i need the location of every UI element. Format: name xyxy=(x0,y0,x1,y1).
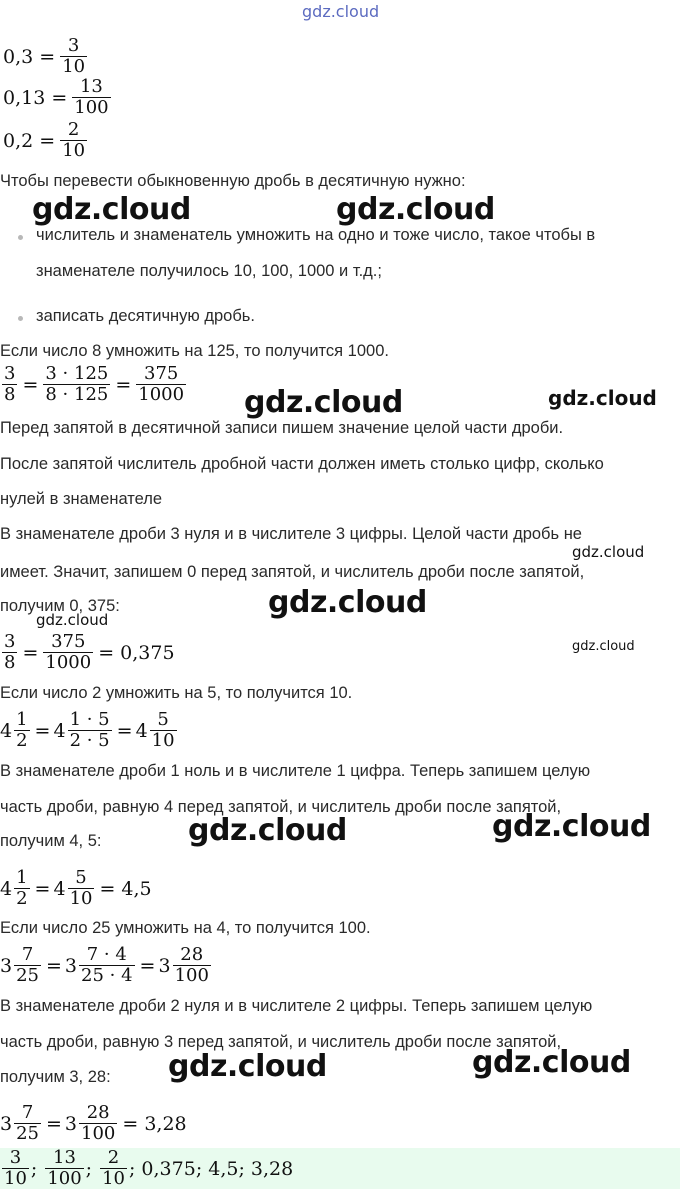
equation-0-13 xyxy=(0,77,113,118)
equation-lhs: 0,13 = xyxy=(3,86,68,109)
numerator: 28 xyxy=(79,1103,117,1124)
numerator: 13 xyxy=(72,77,110,98)
denominator: 25 xyxy=(16,965,39,986)
fraction xyxy=(60,36,87,77)
numerator: 1 xyxy=(16,709,28,730)
denominator: 2 xyxy=(16,888,28,909)
watermark: gdz.cloud xyxy=(492,809,651,844)
equation-3-7-25-expand xyxy=(0,945,213,986)
denominator: 25 xyxy=(16,1123,39,1144)
fraction xyxy=(68,710,112,751)
fraction xyxy=(2,1148,29,1189)
watermark: gdz.cloud xyxy=(472,1045,631,1080)
answer-values: ; 0,375; 4,5; 3,28 xyxy=(128,1157,294,1180)
watermark: gdz.cloud xyxy=(188,813,347,848)
numerator: 13 xyxy=(45,1148,83,1169)
separator: ; xyxy=(85,1157,93,1180)
equals-sign: = xyxy=(116,719,133,742)
text-multiply-2: Если число 2 умножить на 5, то получится 10. xyxy=(0,684,353,702)
denominator: 2 xyxy=(16,730,28,751)
numerator: 28 xyxy=(173,945,211,966)
denominator: 100 xyxy=(174,965,209,986)
fraction xyxy=(150,710,177,751)
watermark: gdz.cloud xyxy=(268,585,427,620)
equation-result: = 0,375 xyxy=(98,641,175,664)
denominator: 100 xyxy=(47,1168,82,1189)
bullet-2-line-1: записать десятичную дробь. xyxy=(36,307,255,325)
watermark: gdz.cloud xyxy=(548,386,657,410)
numerator: 5 xyxy=(68,868,95,889)
fraction xyxy=(14,945,41,986)
answer-bar xyxy=(0,1148,680,1189)
equation-result: = 4,5 xyxy=(99,877,152,900)
fraction xyxy=(14,868,29,909)
fraction xyxy=(45,1148,83,1189)
explanation-2-line-1: В знаменателе дроби 1 ноль и в числителе 1 цифра. Теперь запишем целую xyxy=(0,762,591,780)
explanation-3-line-1: В знаменателе дроби 2 нуля и в числителе 2 цифры. Теперь запишем целую xyxy=(0,997,593,1015)
denominator: 100 xyxy=(81,1123,116,1144)
numerator: 1 xyxy=(16,867,28,888)
fraction xyxy=(68,868,95,909)
equals-sign: = xyxy=(46,954,62,977)
whole-part: 4 xyxy=(0,719,13,742)
fraction xyxy=(100,1148,127,1189)
equation-4-1-2-expand xyxy=(0,710,179,751)
watermark-top: gdz.cloud xyxy=(302,2,380,21)
watermark: gdz.cloud xyxy=(32,192,191,227)
denominator: 8 xyxy=(4,652,16,673)
whole-part: 4 xyxy=(53,877,66,900)
fraction xyxy=(14,710,29,751)
numerator: 375 xyxy=(136,364,186,385)
rule-fraction-part-line-2: нулей в знаменателе xyxy=(0,490,163,508)
numerator: 3 xyxy=(4,631,16,652)
fraction xyxy=(136,364,186,405)
equation-4-1-2-decimal xyxy=(0,868,155,909)
whole-part: 3 xyxy=(158,954,171,977)
whole-part: 4 xyxy=(135,719,148,742)
watermark: gdz.cloud xyxy=(572,639,635,654)
fraction xyxy=(60,120,87,161)
denominator: 10 xyxy=(151,730,175,751)
equals-sign: = xyxy=(115,373,132,396)
equation-lhs: 0,3 = xyxy=(3,45,56,68)
numerator: 7 xyxy=(14,945,41,966)
numerator: 7 · 4 xyxy=(79,945,135,966)
fraction xyxy=(2,364,17,405)
equation-3-8-expand xyxy=(0,364,188,405)
explanation-1-line-2: имеет. Значит, запишем 0 перед запятой, и числитель дроби после запятой, xyxy=(0,563,585,581)
numerator: 2 xyxy=(60,120,87,141)
watermark: gdz.cloud xyxy=(572,543,645,561)
fraction xyxy=(14,1103,41,1144)
fraction xyxy=(72,77,110,118)
equation-lhs: 0,2 = xyxy=(3,129,56,152)
explanation-3-line-3: получим 3, 28: xyxy=(0,1068,111,1086)
rule-integer-part: Перед запятой в десятичной записи пишем значение целой части дроби. xyxy=(0,419,564,437)
fraction xyxy=(43,364,110,405)
numerator: 3 xyxy=(60,36,87,57)
equation-result: = 3,28 xyxy=(122,1112,187,1135)
denominator: 1000 xyxy=(138,384,185,405)
explanation-1-line-3: получим 0, 375: xyxy=(0,597,120,615)
numerator: 375 xyxy=(43,632,93,653)
separator: ; xyxy=(30,1157,38,1180)
equals-sign: = xyxy=(22,373,39,396)
equals-sign: = xyxy=(34,719,51,742)
numerator: 3 xyxy=(2,1148,29,1169)
whole-part: 3 xyxy=(64,1112,78,1135)
numerator: 2 xyxy=(100,1148,127,1169)
watermark: gdz.cloud xyxy=(244,385,403,420)
equals-sign: = xyxy=(34,877,51,900)
equation-0-3 xyxy=(0,36,89,77)
explanation-2-line-2: часть дроби, равную 4 перед запятой, и числитель дроби после запятой, xyxy=(0,798,562,816)
whole-part: 4 xyxy=(0,877,13,900)
watermark: gdz.cloud xyxy=(168,1049,327,1084)
denominator: 10 xyxy=(4,1168,27,1189)
answer-line xyxy=(0,1148,293,1189)
equals-sign: = xyxy=(46,1112,62,1135)
denominator: 1000 xyxy=(45,652,92,673)
denominator: 10 xyxy=(69,888,93,909)
denominator: 8 · 125 xyxy=(45,384,109,405)
rule-fraction-part-line-1: После запятой числитель дробной части должен иметь столько цифр, сколько xyxy=(0,455,604,473)
whole-part: 4 xyxy=(53,719,66,742)
bullet-1-line-1: числитель и знаменатель умножить на одно и тоже число, такое чтобы в xyxy=(36,226,596,244)
denominator: 100 xyxy=(74,97,109,118)
fraction xyxy=(2,632,17,673)
numerator: 7 xyxy=(14,1103,41,1124)
equation-0-2 xyxy=(0,120,89,161)
numerator: 1 · 5 xyxy=(69,709,110,730)
bullet-1-line-2: знаменателе получилось 10, 100, 1000 и т.д.; xyxy=(36,262,382,280)
equation-3-7-25-decimal xyxy=(0,1103,190,1144)
equation-3-8-decimal xyxy=(0,632,178,673)
fraction xyxy=(43,632,93,673)
fraction xyxy=(79,945,135,986)
denominator: 25 · 4 xyxy=(81,965,133,986)
text-multiply-8: Если число 8 умножить на 125, то получится 1000. xyxy=(0,342,389,360)
whole-part: 3 xyxy=(0,954,13,977)
numerator: 3 xyxy=(4,363,16,384)
whole-part: 3 xyxy=(64,954,78,977)
explanation-3-line-2: часть дроби, равную 3 перед запятой, и числитель дроби после запятой, xyxy=(0,1033,562,1051)
fraction xyxy=(173,945,211,986)
text-multiply-25: Если число 25 умножить на 4, то получится 100. xyxy=(0,919,371,937)
equals-sign: = xyxy=(139,954,156,977)
denominator: 2 · 5 xyxy=(69,730,110,751)
bullet-icon xyxy=(18,235,23,240)
intro-text: Чтобы перевести обыкновенную дробь в десятичную нужно: xyxy=(0,172,466,190)
denominator: 10 xyxy=(62,56,86,77)
watermark: gdz.cloud xyxy=(36,611,109,629)
explanation-2-line-3: получим 4, 5: xyxy=(0,832,102,850)
numerator: 5 xyxy=(150,710,177,731)
bullet-icon xyxy=(18,316,23,321)
equals-sign: = xyxy=(22,641,39,664)
denominator: 8 xyxy=(4,384,16,405)
watermark: gdz.cloud xyxy=(336,192,495,227)
denominator: 10 xyxy=(62,140,86,161)
denominator: 10 xyxy=(102,1168,125,1189)
numerator: 3 · 125 xyxy=(45,363,109,384)
fraction xyxy=(79,1103,117,1144)
explanation-1-line-1: В знаменателе дроби 3 нуля и в числителе 3 цифры. Целой части дробь не xyxy=(0,525,582,543)
whole-part: 3 xyxy=(0,1112,13,1135)
